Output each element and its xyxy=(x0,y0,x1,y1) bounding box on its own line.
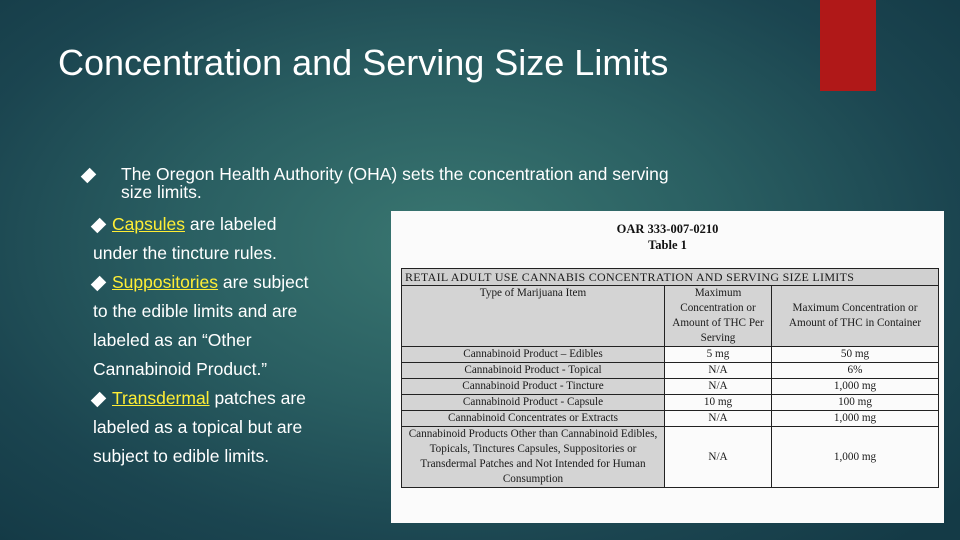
accent-bar xyxy=(820,0,876,91)
limits-table xyxy=(401,268,939,488)
table-row xyxy=(402,395,939,411)
bullet-transdermal-line3: subject to edible limits. xyxy=(93,446,270,466)
table-cell: 100 mg xyxy=(772,395,939,411)
bullet-oha xyxy=(103,165,783,201)
transdermal-link[interactable]: Transdermal xyxy=(112,388,210,408)
diamond-bullet-icon xyxy=(91,392,107,408)
bullet-suppositories-line3: labeled as an “Other xyxy=(93,330,252,350)
capsules-link[interactable]: Capsules xyxy=(112,214,185,234)
bullet-suppositories-line2: to the edible limits and are xyxy=(93,301,298,321)
table-cell: 50 mg xyxy=(772,347,939,363)
table-cell: Cannabinoid Product - Capsule xyxy=(402,395,665,411)
table-cell: 6% xyxy=(772,363,939,379)
table-header-container: Maximum Concentration or Amount of THC in Container xyxy=(772,286,939,347)
bullet-body xyxy=(93,210,393,471)
bullet-suppositories-line4: Cannabinoid Product.” xyxy=(93,359,268,379)
rule-id: OAR 333-007-0210 xyxy=(616,222,719,236)
table-cell: Cannabinoid Product – Edibles xyxy=(402,347,665,363)
table-row xyxy=(402,363,939,379)
bullet-transdermal-text: patches are xyxy=(209,388,306,408)
bullet-transdermal-line2: labeled as a topical but are xyxy=(93,417,303,437)
diamond-bullet-icon xyxy=(91,276,107,292)
bullet-suppositories xyxy=(93,268,393,297)
table-cell: N/A xyxy=(665,411,772,427)
table-row xyxy=(402,427,939,488)
rule-document-image xyxy=(391,211,944,523)
slide-title: Concentration and Serving Size Limits xyxy=(58,42,669,83)
bullet-capsules-text: are labeled xyxy=(184,214,277,234)
bullet-suppositories-text: are subject xyxy=(218,272,309,292)
table-cell: 1,000 mg xyxy=(772,379,939,395)
table-cell: Cannabinoid Product - Topical xyxy=(402,363,665,379)
bullet-oha-line1: The Oregon Health Authority (OHA) sets the concentration and serving xyxy=(121,164,669,184)
document-header xyxy=(391,211,944,253)
bullet-capsules-line2: under the tincture rules. xyxy=(93,243,277,263)
suppositories-link[interactable]: Suppositories xyxy=(112,272,219,292)
table-cell: 10 mg xyxy=(665,395,772,411)
table-title: Table 1 xyxy=(648,238,687,252)
table-caption: RETAIL ADULT USE CANNABIS CONCENTRATION AND SERVING SIZE LIMITS xyxy=(402,269,939,286)
table-header-serving: Maximum Concentration or Amount of THC Per Serving xyxy=(665,286,772,347)
table-cell: Cannabinoid Product - Tincture xyxy=(402,379,665,395)
table-header-type: Type of Marijuana Item xyxy=(402,286,665,347)
table-cell: N/A xyxy=(665,379,772,395)
table-row xyxy=(402,379,939,395)
table-row xyxy=(402,411,939,427)
table-cell: 1,000 mg xyxy=(772,427,939,488)
bullet-transdermal xyxy=(93,384,393,413)
table-row xyxy=(402,347,939,363)
table-cell: 1,000 mg xyxy=(772,411,939,427)
table-cell: Cannabinoid Products Other than Cannabinoid Edibles, Topicals, Tinctures Capsules, Suppositories or Transdermal Patches and Not Intended for Human Consumption xyxy=(402,427,665,488)
table-cell: N/A xyxy=(665,427,772,488)
table-cell: N/A xyxy=(665,363,772,379)
bullet-capsules xyxy=(93,210,393,239)
diamond-bullet-icon xyxy=(81,168,97,184)
table-cell: Cannabinoid Concentrates or Extracts xyxy=(402,411,665,427)
diamond-bullet-icon xyxy=(91,218,107,234)
bullet-oha-line2: size limits. xyxy=(121,182,202,202)
table-cell: 5 mg xyxy=(665,347,772,363)
